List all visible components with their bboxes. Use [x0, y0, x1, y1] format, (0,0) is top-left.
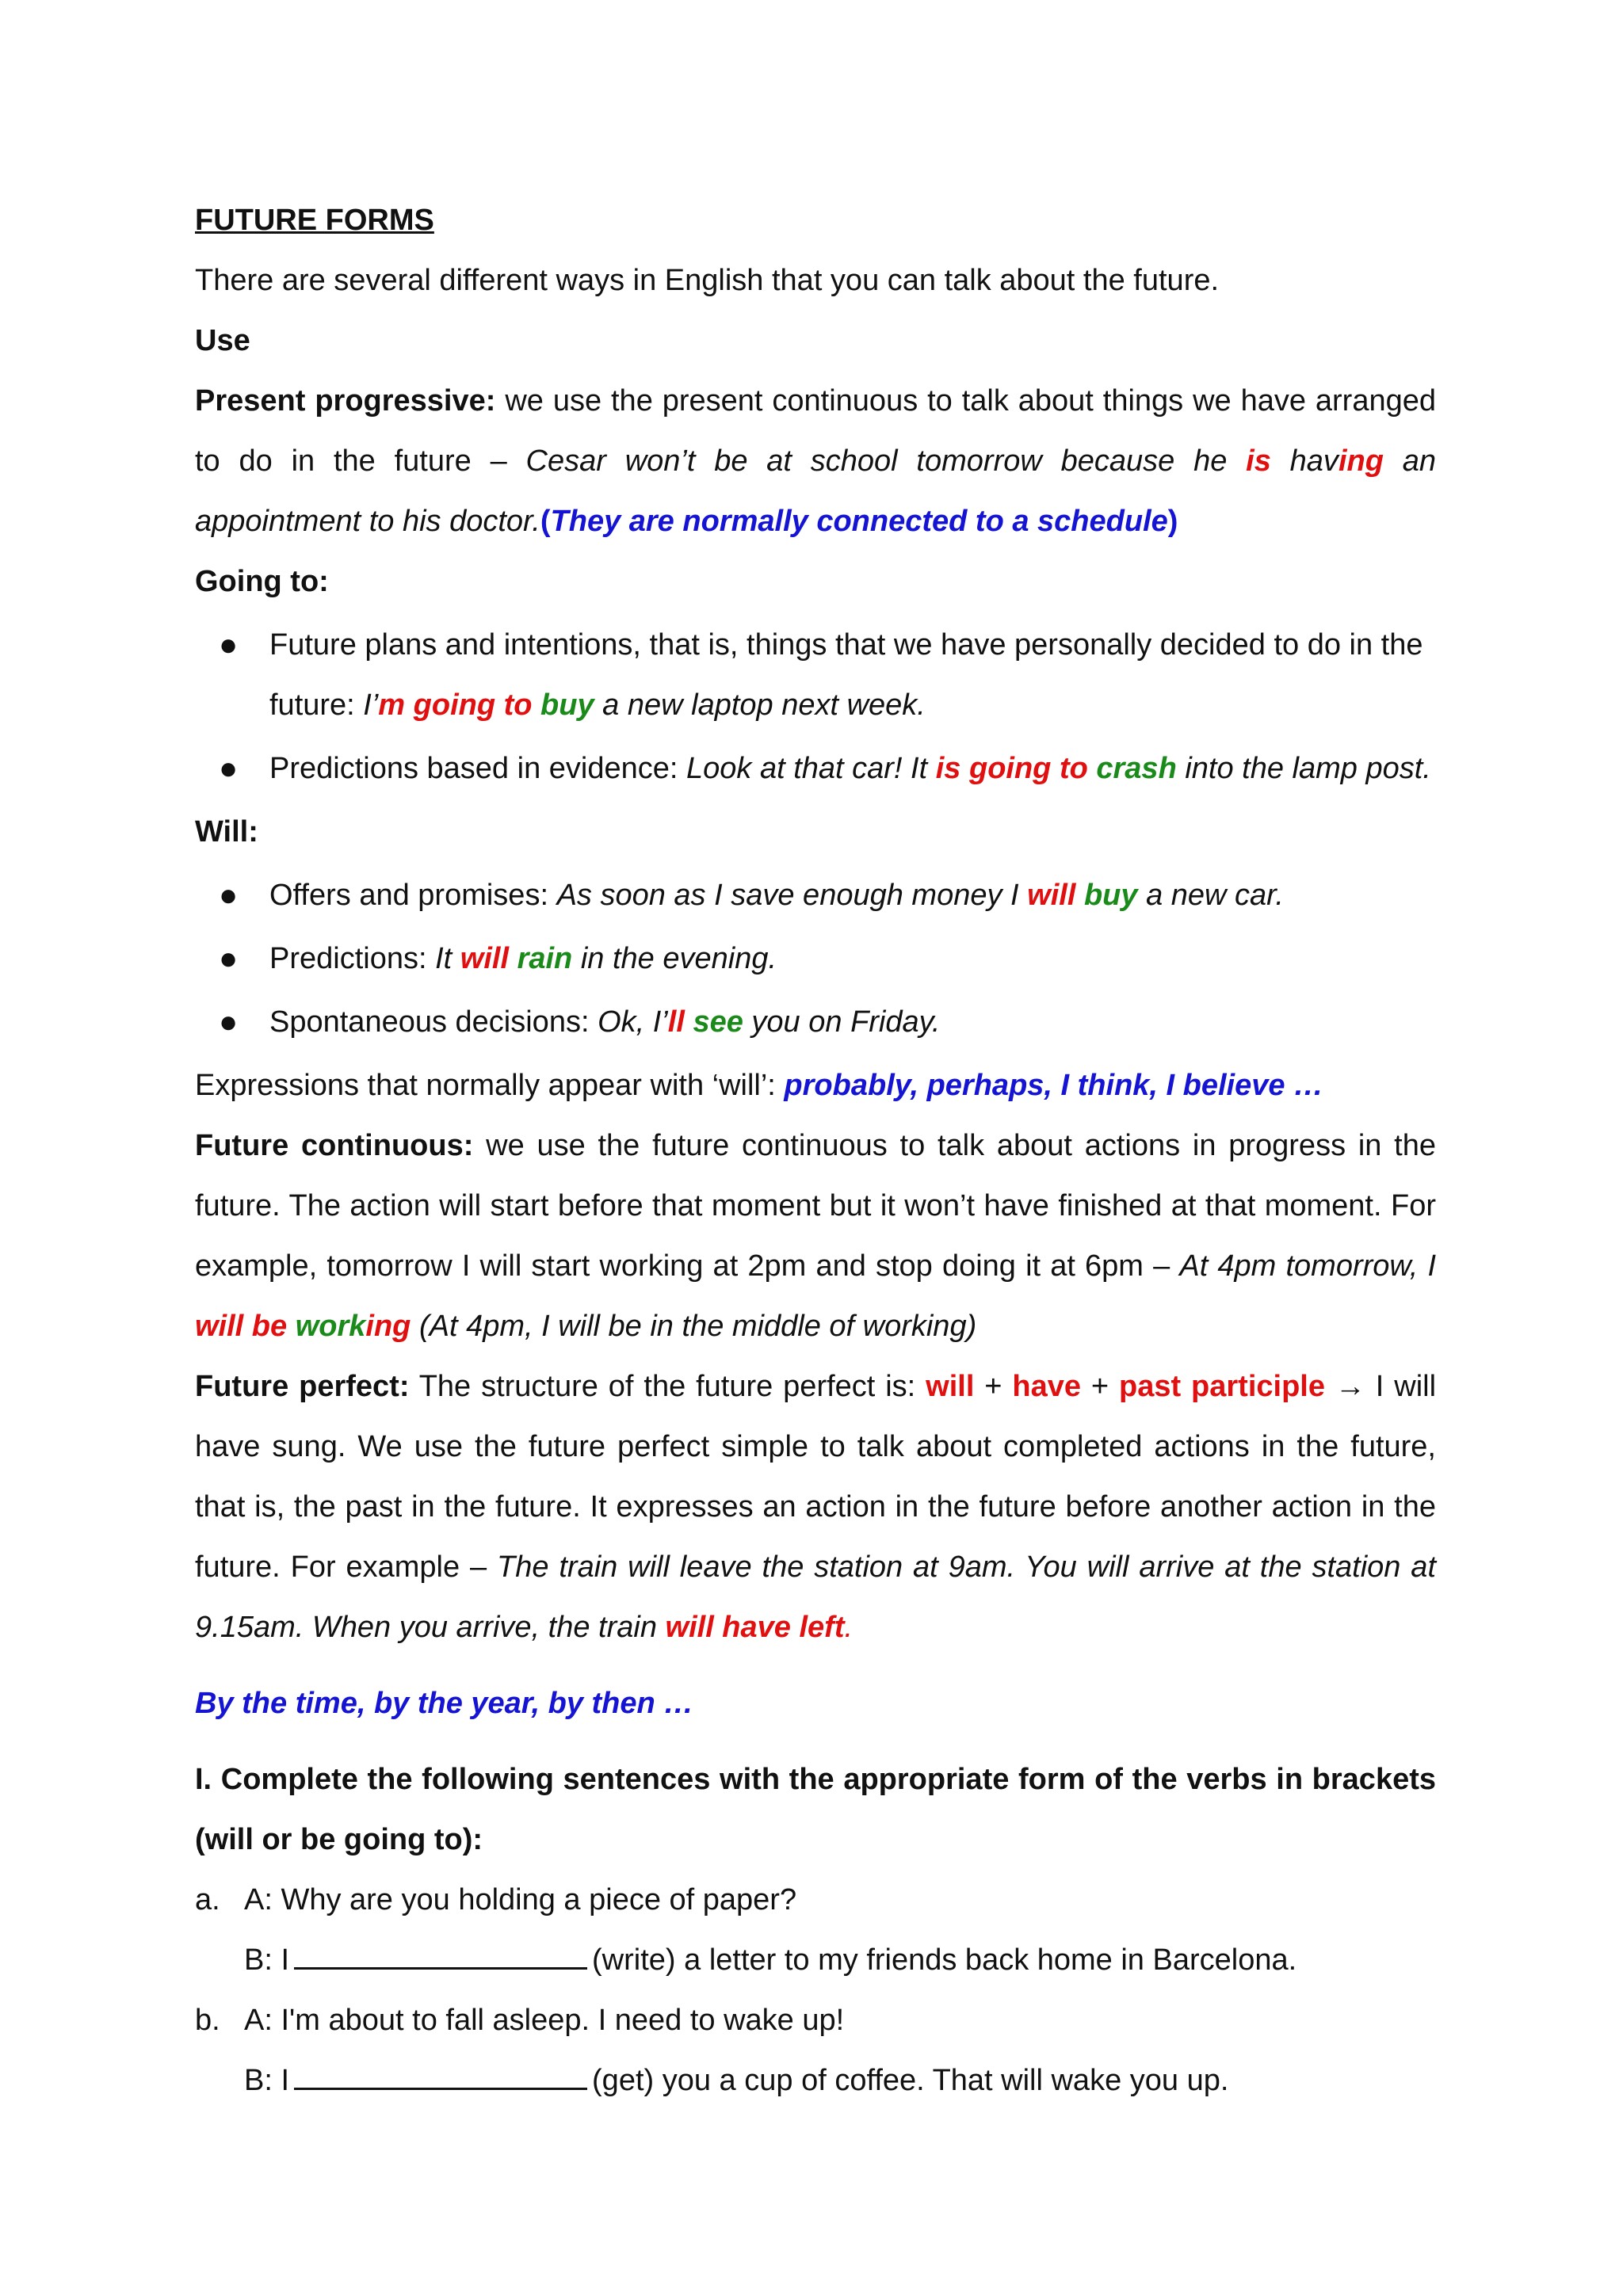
will-heading: Will:: [195, 815, 258, 849]
document-body: [195, 190, 1436, 2111]
example-part-end: you on Friday.: [743, 1005, 941, 1039]
example-highlight-red: will: [460, 942, 510, 975]
present-progressive-example-a: Cesar won’t be at school tomorrow because he: [525, 444, 1247, 478]
time-expressions: By the time, by the year, by then …: [195, 1687, 694, 1720]
list-item: [195, 738, 1436, 799]
future-perfect-text: The structure of the future perfect is:: [409, 1370, 926, 1403]
future-perfect-label: Future perfect:: [195, 1370, 410, 1403]
list-item-text: Future plans and intentions, that is, things that we have personally decided to do in the future:: [269, 628, 1423, 722]
answer-blank[interactable]: [294, 2064, 587, 2090]
example-part: As soon as I save enough money I: [556, 879, 1028, 912]
present-progressive-example-b: an appointment to his doctor.: [195, 444, 1436, 538]
example-highlight-red: ll: [667, 1005, 685, 1039]
structure-have: have: [1012, 1370, 1082, 1403]
will-expressions-list: probably, perhaps, I think, I believe …: [784, 1069, 1324, 1102]
present-progressive-example-is: is: [1246, 444, 1271, 478]
example-highlight-green: rain: [517, 942, 573, 975]
future-continuous-example-a: At 4pm tomorrow, I: [1179, 1249, 1436, 1283]
example-highlight-green: buy: [1083, 879, 1138, 912]
list-item-text: Predictions based in evidence:: [269, 752, 686, 785]
example-part-end: into the lamp post.: [1176, 752, 1431, 785]
example-part-end: a new car.: [1137, 879, 1284, 912]
exercise-line-b: [244, 1930, 1436, 1990]
example-space: [1088, 752, 1097, 785]
going-to-list: [195, 615, 1436, 799]
exercise-instruction: I. Complete the following sentences with the appropriate form of the verbs in brackets (will or be going to):: [195, 1763, 1436, 1856]
example-space: [509, 942, 517, 975]
example-space: [1075, 879, 1084, 912]
example-part: Look at that car! It: [686, 752, 936, 785]
will-list: [195, 865, 1436, 1052]
list-item-text: Predictions:: [269, 942, 436, 975]
example-highlight-green: buy: [540, 688, 594, 722]
exercise-b-prefix: B: I: [244, 2064, 290, 2097]
future-perfect-example: The train will leave the station at 9am. You will arrive at the station at 9.15am. When you arrive, the train: [195, 1550, 1436, 1644]
future-continuous-example-b: (At 4pm, I will be in the middle of working): [411, 1310, 977, 1343]
intro-paragraph: There are several different ways in English that you can talk about the future.: [195, 264, 1220, 297]
schedule-note-close: ): [1167, 505, 1178, 538]
example-highlight-red: m going to: [378, 688, 533, 722]
list-item: [195, 865, 1436, 925]
present-progressive-paragraph: [195, 371, 1436, 551]
bullet-icon: ●: [219, 941, 239, 976]
structure-plus: +: [974, 1370, 1013, 1403]
exercise-list: [195, 1870, 1436, 2111]
list-item: [195, 929, 1436, 989]
will-expressions-text: Expressions that normally appear with ‘will’:: [195, 1069, 785, 1102]
exercise-item: [195, 1870, 1436, 1990]
list-item: [195, 615, 1436, 735]
bullet-icon: ●: [219, 751, 239, 786]
example-part-end: a new laptop next week.: [594, 688, 926, 722]
future-continuous-label: Future continuous:: [195, 1129, 474, 1162]
bullet-icon: ●: [219, 878, 239, 913]
bullet-icon: ●: [219, 627, 239, 662]
example-space: [532, 688, 540, 722]
example-highlight-red: is going to: [935, 752, 1088, 785]
future-perfect-example-red: will have left: [665, 1611, 845, 1644]
exercise-b-prefix: B: I: [244, 1943, 290, 1977]
arrow-icon: →: [1325, 1370, 1376, 1403]
title-text: FUTURE FORMS: [195, 204, 434, 237]
future-continuous-work: work: [295, 1310, 366, 1343]
schedule-note: They are normally connected to a schedule: [550, 505, 1168, 538]
exercise-b-suffix: (write) a letter to my friends back home in Barcelona.: [592, 1943, 1297, 1977]
future-continuous-will-be: will be: [195, 1310, 288, 1343]
schedule-note-open: (: [540, 505, 551, 538]
exercise-line-b: [244, 2050, 1436, 2111]
example-part: I’: [363, 688, 379, 722]
present-progressive-text: we use the present continuous to talk about things we have arranged to do in the future –: [195, 384, 1436, 478]
future-perfect-example-end: .: [844, 1611, 854, 1644]
page-title: [195, 190, 1436, 250]
future-continuous-paragraph: [195, 1116, 1436, 1356]
exercise-item-label: b.: [195, 2004, 220, 2037]
example-part-end: in the evening.: [572, 942, 777, 975]
list-item: [195, 992, 1436, 1052]
spacer: [195, 1733, 1436, 1749]
exercise-item-label: a.: [195, 1883, 220, 1917]
going-to-heading: Going to:: [195, 565, 329, 598]
structure-past-participle: past participle: [1119, 1370, 1325, 1403]
future-perfect-text-2: I will have sung. We use the future perfect simple to talk about completed actions in the future, that is, the past in the future. It expresses an action in the future before another action in the future. For example –: [195, 1370, 1437, 1584]
example-space: [685, 1005, 693, 1039]
exercise-line-a: A: Why are you holding a piece of paper?: [244, 1883, 797, 1917]
bullet-icon: ●: [219, 1005, 239, 1039]
exercise-b-suffix: (get) you a cup of coffee. That will wake you up.: [592, 2064, 1229, 2097]
answer-blank[interactable]: [294, 1943, 587, 1970]
example-part: Ok, I’: [598, 1005, 668, 1039]
use-heading: Use: [195, 324, 250, 357]
will-expressions: [195, 1055, 1436, 1116]
example-part: It: [435, 942, 460, 975]
example-highlight-red: will: [1027, 879, 1076, 912]
future-continuous-space: [287, 1310, 296, 1343]
spacer: [195, 1657, 1436, 1673]
exercise-line-a: A: I'm about to fall asleep. I need to wake up!: [244, 2004, 845, 2037]
example-highlight-green: crash: [1096, 752, 1177, 785]
structure-will: will: [926, 1370, 975, 1403]
example-highlight-green: see: [693, 1005, 743, 1039]
exercise-item: [195, 1990, 1436, 2111]
future-perfect-paragraph: [195, 1356, 1436, 1657]
present-progressive-label: Present progressive:: [195, 384, 496, 418]
future-continuous-text: we use the future continuous to talk about actions in progress in the future. The action will start before that moment but it won’t have finished at that moment. For example, tomorrow I will start working at 2pm and stop doing it at 6pm –: [195, 1129, 1436, 1283]
present-progressive-example-ing: ing: [1338, 444, 1384, 478]
list-item-text: Offers and promises:: [269, 879, 557, 912]
future-continuous-ing: ing: [365, 1310, 411, 1343]
present-progressive-example-hav: hav: [1270, 444, 1338, 478]
structure-plus: +: [1081, 1370, 1120, 1403]
list-item-text: Spontaneous decisions:: [269, 1005, 598, 1039]
